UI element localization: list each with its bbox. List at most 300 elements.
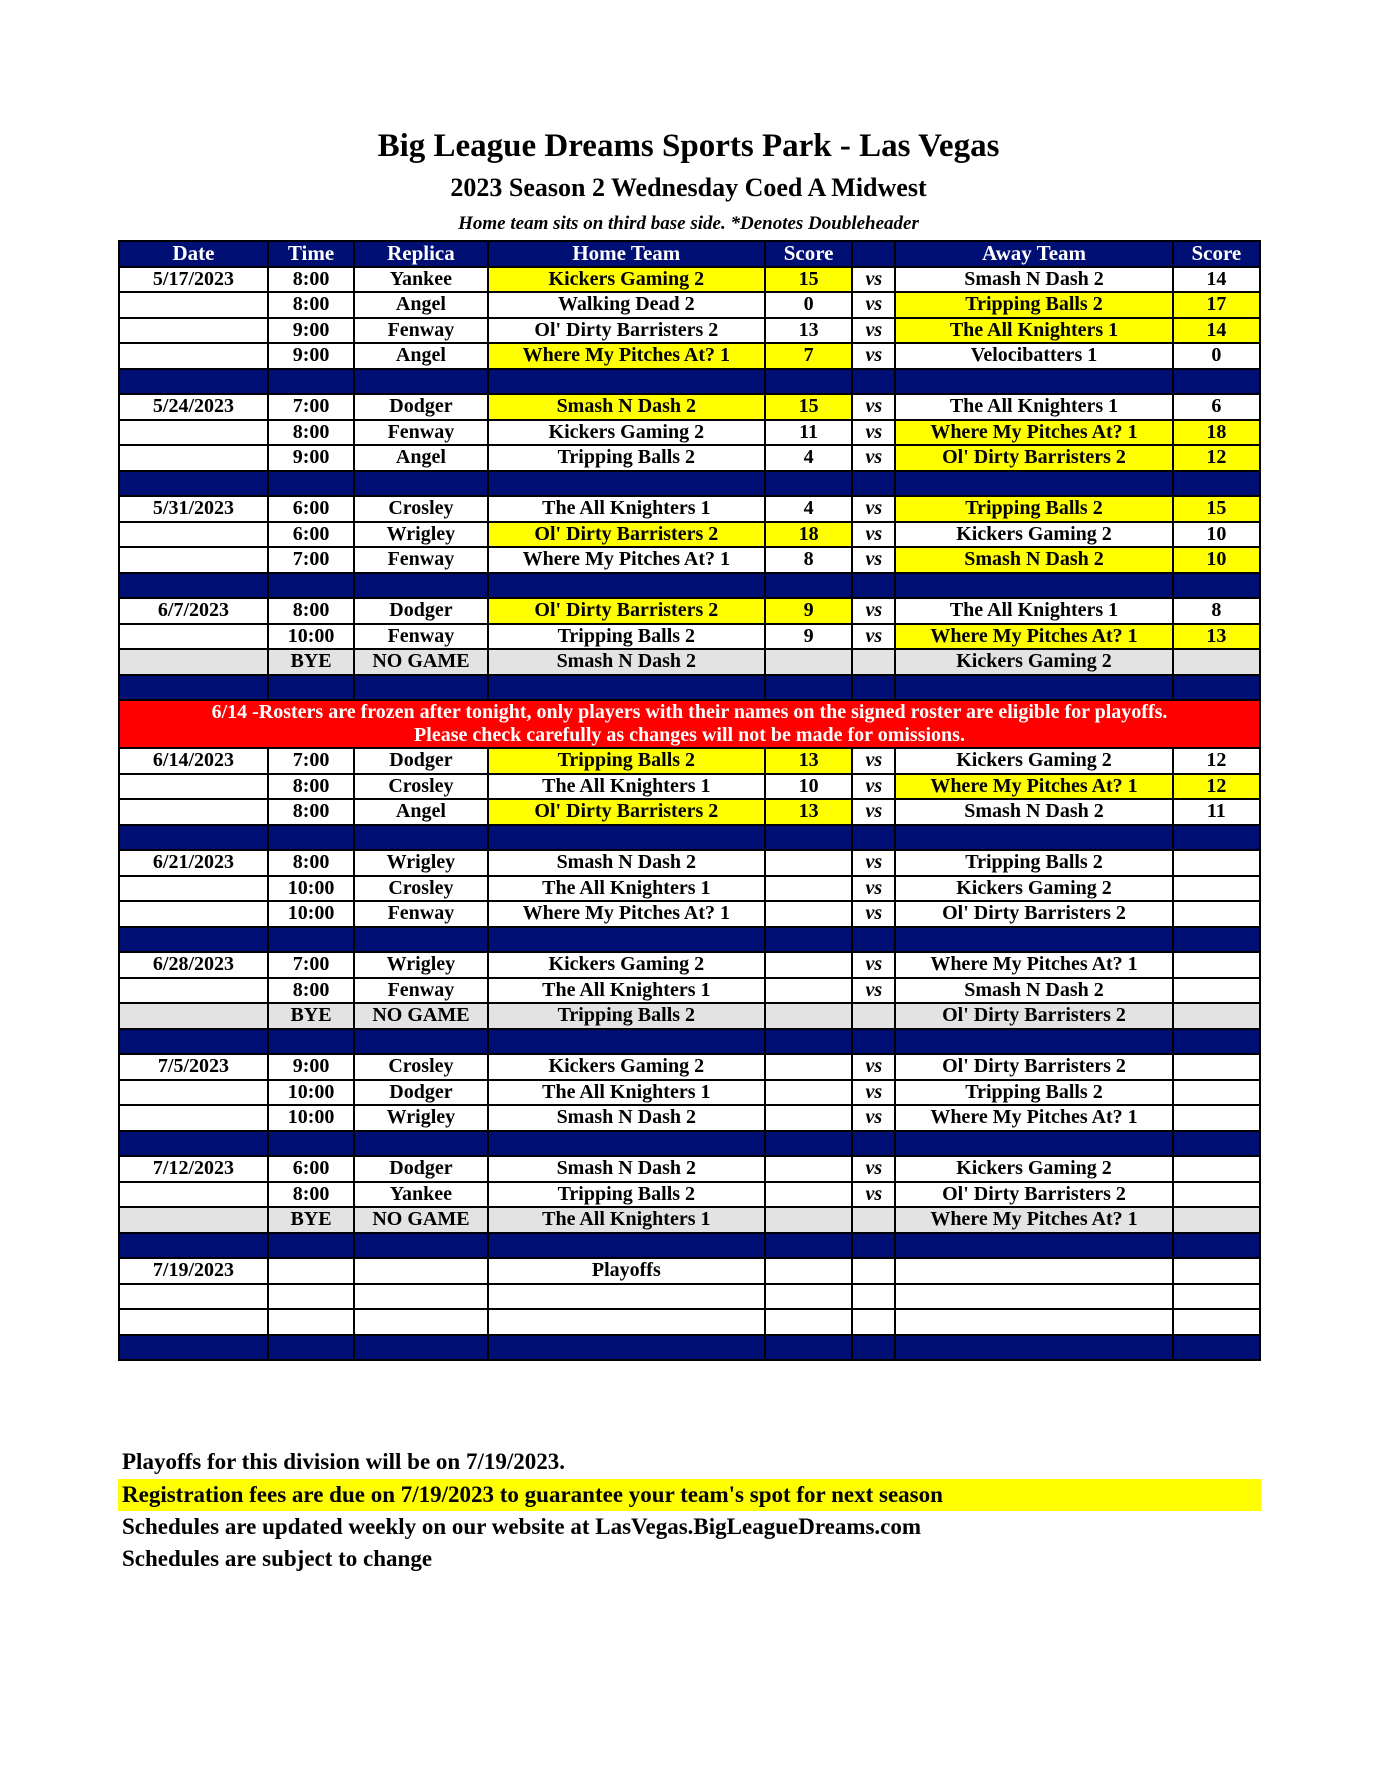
away-score [1173, 1258, 1260, 1284]
vs-label: vs [852, 850, 895, 876]
vs-label: vs [852, 1105, 895, 1131]
away-team: Ol' Dirty Barristers 2 [895, 1182, 1172, 1208]
game-row [119, 1156, 1260, 1182]
vs-label: vs [852, 748, 895, 774]
header-away-team: Away Team [895, 241, 1172, 267]
separator-cell [354, 927, 488, 953]
separator-cell [268, 573, 354, 599]
game-row [119, 420, 1260, 446]
away-team: Where My Pitches At? 1 [895, 624, 1172, 650]
separator-cell [268, 825, 354, 851]
game-row [119, 952, 1260, 978]
away-score: 0 [1173, 343, 1260, 369]
home-score: 18 [765, 522, 852, 548]
away-score [1173, 952, 1260, 978]
away-score [1173, 1054, 1260, 1080]
header-home-score: Score [765, 241, 852, 267]
footer-website-note: Schedules are updated weekly on our website at LasVegas.BigLeagueDreams.com [122, 1514, 922, 1539]
away-team: Kickers Gaming 2 [895, 876, 1172, 902]
game-date [119, 1003, 268, 1029]
week-separator-row [119, 1131, 1260, 1157]
home-score: 4 [765, 496, 852, 522]
game-field: Crosley [354, 496, 488, 522]
vs-label: vs [852, 394, 895, 420]
vs-label: vs [852, 1054, 895, 1080]
game-row [119, 267, 1260, 293]
separator-cell [488, 927, 765, 953]
game-date [119, 799, 268, 825]
game-field: NO GAME [354, 649, 488, 675]
game-field: Fenway [354, 547, 488, 573]
away-score: 18 [1173, 420, 1260, 446]
away-score: 6 [1173, 394, 1260, 420]
home-score: 10 [765, 774, 852, 800]
game-date: 6/28/2023 [119, 952, 268, 978]
vs-label: vs [852, 1182, 895, 1208]
game-time: 8:00 [268, 774, 354, 800]
separator-cell [119, 1029, 268, 1055]
separator-cell [1173, 675, 1260, 701]
away-score: 8 [1173, 598, 1260, 624]
separator-cell [895, 1335, 1172, 1361]
home-team: Where My Pitches At? 1 [488, 901, 765, 927]
game-time [268, 1258, 354, 1284]
game-row [119, 1309, 1260, 1335]
game-time: 9:00 [268, 1054, 354, 1080]
page-title: Big League Dreams Sports Park - Las Vegas [377, 128, 1000, 164]
vs-label: vs [852, 624, 895, 650]
game-field: Yankee [354, 1182, 488, 1208]
away-team: Where My Pitches At? 1 [895, 774, 1172, 800]
game-row [119, 1258, 1260, 1284]
game-field: NO GAME [354, 1207, 488, 1233]
vs-label [852, 1003, 895, 1029]
separator-cell [765, 675, 852, 701]
game-time: 8:00 [268, 267, 354, 293]
separator-cell [852, 825, 895, 851]
game-field: Dodger [354, 1080, 488, 1106]
home-team: Kickers Gaming 2 [488, 267, 765, 293]
game-row [119, 1182, 1260, 1208]
away-score [1173, 649, 1260, 675]
game-date [119, 1284, 268, 1310]
footer-change-note: Schedules are subject to change [122, 1546, 433, 1571]
separator-cell [765, 825, 852, 851]
separator-cell [354, 1029, 488, 1055]
separator-cell [895, 927, 1172, 953]
game-row [119, 1284, 1260, 1310]
away-team: Ol' Dirty Barristers 2 [895, 1003, 1172, 1029]
away-team: Where My Pitches At? 1 [895, 1207, 1172, 1233]
separator-cell [119, 825, 268, 851]
home-team: Smash N Dash 2 [488, 1156, 765, 1182]
game-time: 6:00 [268, 522, 354, 548]
vs-label: vs [852, 318, 895, 344]
separator-cell [488, 1029, 765, 1055]
separator-cell [1173, 1233, 1260, 1259]
game-time: 10:00 [268, 1080, 354, 1106]
separator-cell [488, 1233, 765, 1259]
game-time: BYE [268, 1207, 354, 1233]
home-team: Playoffs [488, 1258, 765, 1284]
separator-cell [852, 675, 895, 701]
separator-cell [354, 1131, 488, 1157]
away-score [1173, 978, 1260, 1004]
separator-cell [765, 1131, 852, 1157]
home-team: Ol' Dirty Barristers 2 [488, 598, 765, 624]
vs-label [852, 649, 895, 675]
vs-label: vs [852, 1156, 895, 1182]
away-score [1173, 1309, 1260, 1335]
game-row [119, 624, 1260, 650]
away-team: Smash N Dash 2 [895, 547, 1172, 573]
game-time: 10:00 [268, 901, 354, 927]
game-time: 7:00 [268, 748, 354, 774]
home-score: 9 [765, 598, 852, 624]
separator-cell [895, 825, 1172, 851]
game-date [119, 343, 268, 369]
game-time: 7:00 [268, 952, 354, 978]
week-separator-row [119, 927, 1260, 953]
week-separator-row [119, 369, 1260, 395]
separator-cell [488, 369, 765, 395]
game-time: 10:00 [268, 876, 354, 902]
away-score: 12 [1173, 774, 1260, 800]
home-team: Tripping Balls 2 [488, 1182, 765, 1208]
week-separator-row [119, 573, 1260, 599]
away-score [1173, 1182, 1260, 1208]
away-team: Tripping Balls 2 [895, 850, 1172, 876]
game-time: 8:00 [268, 292, 354, 318]
home-team [488, 1284, 765, 1310]
game-row [119, 799, 1260, 825]
game-row [119, 343, 1260, 369]
away-team: The All Knighters 1 [895, 394, 1172, 420]
schedule-body [119, 267, 1260, 1361]
separator-cell [895, 573, 1172, 599]
game-field: Dodger [354, 1156, 488, 1182]
separator-cell [895, 1131, 1172, 1157]
game-date [119, 292, 268, 318]
game-field: Yankee [354, 267, 488, 293]
game-row [119, 901, 1260, 927]
game-time: 8:00 [268, 598, 354, 624]
vs-label: vs [852, 496, 895, 522]
game-time: BYE [268, 649, 354, 675]
home-score [765, 952, 852, 978]
separator-cell [268, 1029, 354, 1055]
separator-cell [354, 471, 488, 497]
separator-cell [765, 1335, 852, 1361]
game-time: 6:00 [268, 496, 354, 522]
separator-cell [119, 675, 268, 701]
week-separator-row [119, 471, 1260, 497]
separator-cell [268, 471, 354, 497]
game-row [119, 850, 1260, 876]
separator-cell [1173, 471, 1260, 497]
home-team: Where My Pitches At? 1 [488, 547, 765, 573]
header-vs [852, 241, 895, 267]
week-separator-row [119, 1335, 1260, 1361]
separator-cell [119, 471, 268, 497]
separator-cell [852, 471, 895, 497]
home-score: 13 [765, 799, 852, 825]
game-row [119, 1054, 1260, 1080]
home-team: Tripping Balls 2 [488, 748, 765, 774]
game-field: Wrigley [354, 850, 488, 876]
home-score [765, 1258, 852, 1284]
home-score [765, 978, 852, 1004]
away-team: Tripping Balls 2 [895, 496, 1172, 522]
game-row [119, 496, 1260, 522]
separator-cell [119, 1335, 268, 1361]
game-date [119, 1182, 268, 1208]
week-separator-row [119, 1233, 1260, 1259]
game-field [354, 1309, 488, 1335]
game-row [119, 394, 1260, 420]
away-score: 11 [1173, 799, 1260, 825]
home-score: 15 [765, 394, 852, 420]
roster-notice-row [119, 700, 1260, 748]
separator-cell [1173, 1029, 1260, 1055]
separator-cell [268, 369, 354, 395]
separator-cell [488, 1131, 765, 1157]
vs-label: vs [852, 799, 895, 825]
game-row [119, 547, 1260, 573]
home-score: 7 [765, 343, 852, 369]
away-team: Tripping Balls 2 [895, 292, 1172, 318]
vs-label: vs [852, 876, 895, 902]
separator-cell [765, 369, 852, 395]
roster-notice-line-2: Please check carefully as changes will not be made for omissions. [414, 724, 965, 746]
vs-label: vs [852, 774, 895, 800]
game-time: 7:00 [268, 394, 354, 420]
away-score [1173, 1156, 1260, 1182]
away-team: Velocibatters 1 [895, 343, 1172, 369]
home-score [765, 850, 852, 876]
game-date [119, 774, 268, 800]
separator-cell [268, 927, 354, 953]
game-field: Fenway [354, 624, 488, 650]
home-team: Smash N Dash 2 [488, 1105, 765, 1131]
header-date: Date [119, 241, 268, 267]
game-time: 9:00 [268, 318, 354, 344]
home-team: Ol' Dirty Barristers 2 [488, 318, 765, 344]
game-row [119, 1080, 1260, 1106]
game-time: 7:00 [268, 547, 354, 573]
vs-label: vs [852, 547, 895, 573]
game-field [354, 1258, 488, 1284]
game-time: 9:00 [268, 343, 354, 369]
home-team: The All Knighters 1 [488, 496, 765, 522]
home-score [765, 1105, 852, 1131]
away-team: Kickers Gaming 2 [895, 649, 1172, 675]
game-row [119, 1003, 1260, 1029]
vs-label [852, 1309, 895, 1335]
away-team: Ol' Dirty Barristers 2 [895, 445, 1172, 471]
home-score: 4 [765, 445, 852, 471]
separator-cell [1173, 927, 1260, 953]
separator-cell [765, 573, 852, 599]
away-score [1173, 901, 1260, 927]
week-separator-row [119, 1029, 1260, 1055]
page-subtitle: 2023 Season 2 Wednesday Coed A Midwest [450, 173, 927, 202]
game-field: Dodger [354, 598, 488, 624]
game-field [354, 1284, 488, 1310]
away-team: Where My Pitches At? 1 [895, 1105, 1172, 1131]
game-date: 5/31/2023 [119, 496, 268, 522]
game-time: 8:00 [268, 850, 354, 876]
week-separator-row [119, 825, 1260, 851]
game-field: Angel [354, 799, 488, 825]
game-field: Angel [354, 445, 488, 471]
separator-cell [895, 1233, 1172, 1259]
game-field: Fenway [354, 318, 488, 344]
game-date [119, 649, 268, 675]
vs-label [852, 1207, 895, 1233]
away-score: 12 [1173, 748, 1260, 774]
game-date [119, 1309, 268, 1335]
vs-label: vs [852, 1080, 895, 1106]
separator-cell [1173, 369, 1260, 395]
separator-cell [354, 1335, 488, 1361]
game-date: 6/21/2023 [119, 850, 268, 876]
game-date: 6/14/2023 [119, 748, 268, 774]
home-team [488, 1309, 765, 1335]
home-team: Kickers Gaming 2 [488, 952, 765, 978]
header-away-score: Score [1173, 241, 1260, 267]
game-row [119, 876, 1260, 902]
game-time: 10:00 [268, 624, 354, 650]
home-team: Where My Pitches At? 1 [488, 343, 765, 369]
vs-label: vs [852, 978, 895, 1004]
home-score: 8 [765, 547, 852, 573]
schedule-table [118, 240, 1261, 1361]
game-date [119, 522, 268, 548]
footer-registration-note: Registration fees are due on 7/19/2023 to guarantee your team's spot for next season [118, 1479, 1261, 1511]
home-team: Smash N Dash 2 [488, 850, 765, 876]
separator-cell [119, 369, 268, 395]
home-score: 9 [765, 624, 852, 650]
home-score [765, 1284, 852, 1310]
away-score: 15 [1173, 496, 1260, 522]
game-field: Wrigley [354, 1105, 488, 1131]
game-date: 6/7/2023 [119, 598, 268, 624]
separator-cell [1173, 1335, 1260, 1361]
separator-cell [852, 927, 895, 953]
away-team: Ol' Dirty Barristers 2 [895, 901, 1172, 927]
table-header-row [119, 241, 1260, 267]
game-field: Crosley [354, 876, 488, 902]
game-field: NO GAME [354, 1003, 488, 1029]
away-score [1173, 1284, 1260, 1310]
separator-cell [268, 675, 354, 701]
game-field: Dodger [354, 394, 488, 420]
separator-cell [488, 675, 765, 701]
game-row [119, 318, 1260, 344]
home-team: Tripping Balls 2 [488, 624, 765, 650]
game-field: Crosley [354, 1054, 488, 1080]
game-field: Fenway [354, 901, 488, 927]
footer-playoffs-note: Playoffs for this division will be on 7/19/2023. [122, 1449, 566, 1474]
separator-cell [268, 1131, 354, 1157]
separator-cell [895, 471, 1172, 497]
home-score [765, 1207, 852, 1233]
separator-cell [765, 1233, 852, 1259]
game-date: 7/12/2023 [119, 1156, 268, 1182]
game-time: 10:00 [268, 1105, 354, 1131]
game-row [119, 649, 1260, 675]
game-date [119, 1207, 268, 1233]
game-row [119, 748, 1260, 774]
game-date [119, 1080, 268, 1106]
game-date [119, 978, 268, 1004]
away-team: Smash N Dash 2 [895, 978, 1172, 1004]
game-row [119, 598, 1260, 624]
game-row [119, 445, 1260, 471]
home-score [765, 1309, 852, 1335]
home-team: Smash N Dash 2 [488, 394, 765, 420]
game-date [119, 624, 268, 650]
game-date [119, 547, 268, 573]
game-row [119, 522, 1260, 548]
away-score [1173, 850, 1260, 876]
game-time [268, 1309, 354, 1335]
game-date [119, 1105, 268, 1131]
game-time: 8:00 [268, 1182, 354, 1208]
separator-cell [765, 927, 852, 953]
home-score [765, 649, 852, 675]
game-row [119, 774, 1260, 800]
separator-cell [488, 573, 765, 599]
away-team: Smash N Dash 2 [895, 267, 1172, 293]
game-time: 9:00 [268, 445, 354, 471]
vs-label: vs [852, 292, 895, 318]
vs-label: vs [852, 522, 895, 548]
away-score [1173, 1080, 1260, 1106]
vs-label [852, 1258, 895, 1284]
separator-cell [852, 1029, 895, 1055]
game-date: 5/17/2023 [119, 267, 268, 293]
header-home-team: Home Team [488, 241, 765, 267]
away-score [1173, 1207, 1260, 1233]
game-date: 5/24/2023 [119, 394, 268, 420]
game-date [119, 901, 268, 927]
home-score [765, 1182, 852, 1208]
home-score [765, 1156, 852, 1182]
vs-label [852, 1284, 895, 1310]
game-date [119, 420, 268, 446]
separator-cell [354, 825, 488, 851]
game-time: 8:00 [268, 420, 354, 446]
separator-cell [1173, 825, 1260, 851]
separator-cell [895, 675, 1172, 701]
away-team: Ol' Dirty Barristers 2 [895, 1054, 1172, 1080]
home-team: Ol' Dirty Barristers 2 [488, 799, 765, 825]
game-row [119, 1105, 1260, 1131]
away-team: Where My Pitches At? 1 [895, 420, 1172, 446]
home-score: 0 [765, 292, 852, 318]
home-score [765, 1003, 852, 1029]
home-score: 13 [765, 318, 852, 344]
game-date [119, 318, 268, 344]
seating-note: Home team sits on third base side. *Denotes Doubleheader [458, 213, 919, 234]
home-score [765, 1054, 852, 1080]
game-field: Fenway [354, 978, 488, 1004]
home-team: Ol' Dirty Barristers 2 [488, 522, 765, 548]
separator-cell [119, 927, 268, 953]
separator-cell [1173, 573, 1260, 599]
